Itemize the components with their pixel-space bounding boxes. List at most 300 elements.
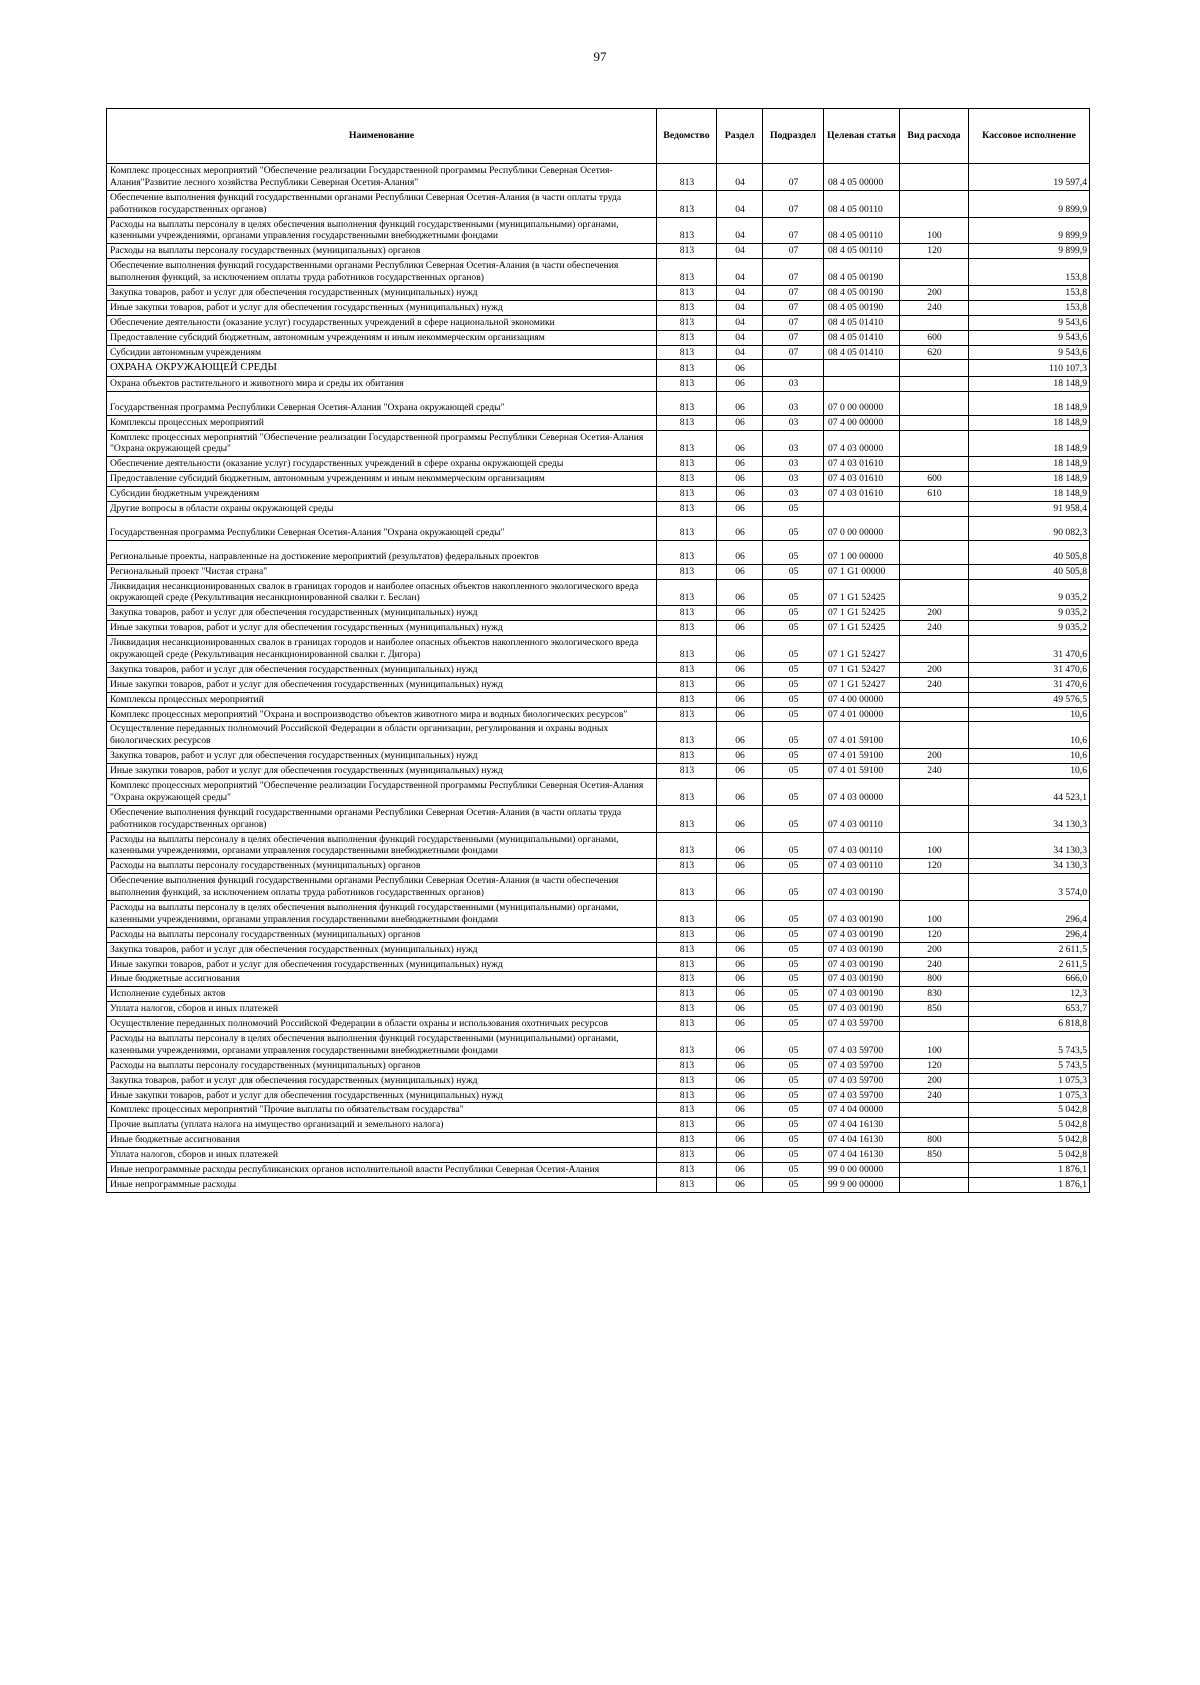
row-name: Иные непрограммные расходы [107,1177,657,1192]
table-header-row [107,109,1090,164]
row-subsection: 05 [763,1133,824,1148]
row-section: 06 [717,874,763,901]
row-section: 06 [717,376,763,391]
row-name: Субсидии бюджетным учреждениям [107,487,657,502]
row-target-article: 07 4 00 00000 [824,415,900,430]
table-row [107,540,1090,564]
row-name: Уплата налогов, сборов и иных платежей [107,1148,657,1163]
row-expense-type [900,259,969,286]
row-target-article: 07 1 G1 52427 [824,662,900,677]
row-name: Ликвидация несанкционированных свалок в границах городов и наиболее опасных объектов накопленного экологического вреда окружающей среде (Рекультивация несанкционированной свалки г. Дигора) [107,636,657,663]
row-target-article: 07 4 03 00190 [824,874,900,901]
row-expense-type [900,692,969,707]
row-name: Комплексы процессных мероприятий [107,415,657,430]
row-expense-type [900,164,969,191]
row-subsection: 05 [763,874,824,901]
row-expense-type: 200 [900,662,969,677]
row-target-article: 07 4 03 59700 [824,1058,900,1073]
row-name: Обеспечение выполнения функций государственными органами Республики Северная Осетия-Алания (в части оплаты труда работников государственных органов) [107,190,657,217]
row-section: 06 [717,779,763,806]
row-department: 813 [657,662,717,677]
row-expense-type: 240 [900,1088,969,1103]
column-header-department: Ведомство [657,109,717,164]
row-department: 813 [657,805,717,832]
row-department: 813 [657,501,717,516]
row-expense-type [900,636,969,663]
row-amount: 1 876,1 [969,1177,1090,1192]
row-name: Государственная программа Республики Северная Осетия-Алания "Охрана окружающей среды" [107,391,657,415]
row-amount: 40 505,8 [969,564,1090,579]
table-row [107,376,1090,391]
table-row [107,662,1090,677]
table-row [107,391,1090,415]
row-amount: 44 523,1 [969,779,1090,806]
table-row [107,330,1090,345]
row-expense-type: 100 [900,901,969,928]
row-department: 813 [657,779,717,806]
row-amount: 9 035,2 [969,606,1090,621]
row-name: Закупка товаров, работ и услуг для обеспечения государственных (муниципальных) нужд [107,662,657,677]
row-section: 06 [717,987,763,1002]
row-subsection: 07 [763,286,824,301]
row-department: 813 [657,430,717,457]
row-expense-type [900,457,969,472]
table-row [107,430,1090,457]
row-subsection: 03 [763,376,824,391]
row-section: 06 [717,1088,763,1103]
row-expense-type: 600 [900,330,969,345]
column-header-name: Наименование [107,109,657,164]
row-department: 813 [657,1032,717,1059]
row-subsection: 05 [763,805,824,832]
row-department: 813 [657,1073,717,1088]
row-target-article: 07 4 03 00110 [824,832,900,859]
row-subsection: 03 [763,415,824,430]
row-section: 06 [717,1103,763,1118]
row-name: Обеспечение выполнения функций государственными органами Республики Северная Осетия-Алания (в части обеспечения выполнения функций, за исключением оплаты труда работников государственных органов) [107,259,657,286]
row-amount: 90 082,3 [969,516,1090,540]
row-target-article: 07 4 03 00190 [824,927,900,942]
row-name: Субсидии автономным учреждениям [107,345,657,360]
table-row [107,901,1090,928]
row-amount: 1 075,3 [969,1073,1090,1088]
row-subsection: 07 [763,259,824,286]
row-amount: 31 470,6 [969,636,1090,663]
row-amount: 2 611,5 [969,957,1090,972]
table-row [107,457,1090,472]
row-name: Иные бюджетные ассигнования [107,972,657,987]
row-expense-type [900,1118,969,1133]
row-section: 06 [717,1148,763,1163]
row-target-article: 08 4 05 00110 [824,244,900,259]
row-department: 813 [657,259,717,286]
row-name: Закупка товаров, работ и услуг для обеспечения государственных (муниципальных) нужд [107,286,657,301]
row-section: 06 [717,579,763,606]
table-row [107,987,1090,1002]
row-subsection: 07 [763,190,824,217]
row-subsection: 07 [763,330,824,345]
table-row [107,579,1090,606]
row-section: 06 [717,415,763,430]
row-amount: 1 876,1 [969,1163,1090,1178]
row-subsection: 05 [763,942,824,957]
row-department: 813 [657,621,717,636]
row-section: 06 [717,1133,763,1148]
row-name: Расходы на выплаты персоналу государственных (муниципальных) органов [107,1058,657,1073]
row-name: Закупка товаров, работ и услуг для обеспечения государственных (муниципальных) нужд [107,1073,657,1088]
row-target-article: 08 4 05 01410 [824,345,900,360]
row-section: 06 [717,1118,763,1133]
row-name: Закупка товаров, работ и услуг для обеспечения государственных (муниципальных) нужд [107,749,657,764]
row-target-article: 08 4 05 00190 [824,300,900,315]
row-target-article: 07 4 01 00000 [824,707,900,722]
row-subsection: 03 [763,457,824,472]
column-header-target-article: Целевая статья [824,109,900,164]
row-target-article: 07 4 04 16130 [824,1148,900,1163]
row-department: 813 [657,1177,717,1192]
row-subsection: 05 [763,677,824,692]
row-amount: 9 899,9 [969,244,1090,259]
row-target-article: 08 4 05 01410 [824,330,900,345]
row-department: 813 [657,677,717,692]
row-department: 813 [657,244,717,259]
row-amount: 6 818,8 [969,1017,1090,1032]
row-section: 06 [717,957,763,972]
row-section: 06 [717,1177,763,1192]
row-section: 06 [717,749,763,764]
row-name: Предоставление субсидий бюджетным, автономным учреждениям и иным некоммерческим организациям [107,472,657,487]
row-section: 04 [717,300,763,315]
row-amount: 18 148,9 [969,487,1090,502]
table-row [107,564,1090,579]
row-expense-type [900,1163,969,1178]
row-subsection: 03 [763,487,824,502]
row-department: 813 [657,859,717,874]
row-name: Комплексы процессных мероприятий [107,692,657,707]
row-subsection: 07 [763,315,824,330]
row-amount: 666,0 [969,972,1090,987]
row-target-article [824,360,900,376]
row-name: Региональные проекты, направленные на достижение мероприятий (результатов) федеральных проектов [107,540,657,564]
table-row [107,972,1090,987]
row-subsection: 05 [763,779,824,806]
row-amount: 2 611,5 [969,942,1090,957]
row-department: 813 [657,972,717,987]
row-subsection: 07 [763,300,824,315]
row-department: 813 [657,832,717,859]
row-section: 06 [717,1032,763,1059]
table-row [107,516,1090,540]
row-subsection: 05 [763,957,824,972]
row-expense-type: 200 [900,749,969,764]
row-target-article: 07 4 03 00110 [824,859,900,874]
row-target-article: 07 4 03 01610 [824,457,900,472]
row-name: Расходы на выплаты персоналу государственных (муниципальных) органов [107,244,657,259]
row-subsection [763,360,824,376]
row-amount: 19 597,4 [969,164,1090,191]
table-row [107,1058,1090,1073]
row-section: 06 [717,692,763,707]
table-row [107,487,1090,502]
table-row [107,749,1090,764]
table-row [107,315,1090,330]
row-subsection: 05 [763,832,824,859]
row-target-article: 07 4 03 59700 [824,1032,900,1059]
row-target-article: 99 0 00 00000 [824,1163,900,1178]
table-row [107,190,1090,217]
row-department: 813 [657,472,717,487]
row-target-article: 07 4 03 00000 [824,779,900,806]
row-amount: 10,6 [969,764,1090,779]
row-subsection: 05 [763,692,824,707]
row-name: Охрана объектов растительного и животного мира и среды их обитания [107,376,657,391]
row-expense-type [900,1017,969,1032]
row-target-article: 99 9 00 00000 [824,1177,900,1192]
row-expense-type [900,516,969,540]
row-target-article: 07 4 03 59700 [824,1073,900,1088]
row-section: 06 [717,540,763,564]
row-name: Иные закупки товаров, работ и услуг для обеспечения государственных (муниципальных) нужд [107,621,657,636]
row-target-article: 07 4 04 16130 [824,1133,900,1148]
row-amount: 34 130,3 [969,805,1090,832]
row-target-article: 07 4 04 00000 [824,1103,900,1118]
row-amount: 5 042,8 [969,1148,1090,1163]
row-subsection: 05 [763,764,824,779]
row-expense-type [900,564,969,579]
row-subsection: 05 [763,1103,824,1118]
row-section: 06 [717,487,763,502]
table-row [107,345,1090,360]
table-row [107,764,1090,779]
row-subsection: 03 [763,472,824,487]
row-section: 04 [717,190,763,217]
row-expense-type: 200 [900,606,969,621]
table-row [107,957,1090,972]
row-amount: 5 743,5 [969,1058,1090,1073]
row-department: 813 [657,564,717,579]
row-name: Осуществление переданных полномочий Российской Федерации в области организации, регулирования и охраны водных биологических ресурсов [107,722,657,749]
row-amount: 5 042,8 [969,1133,1090,1148]
row-name: Закупка товаров, работ и услуг для обеспечения государственных (муниципальных) нужд [107,606,657,621]
row-name: Комплекс процессных мероприятий "Обеспечение реализации Государственной программы Республики Северная Осетия-Алания"Развитие лесного хозяйства Республики Северная Осетия-Алания" [107,164,657,191]
row-subsection: 05 [763,1058,824,1073]
row-name: Иные бюджетные ассигнования [107,1133,657,1148]
row-name: Расходы на выплаты персоналу в целях обеспечения выполнения функций государственными (муниципальными) органами, казенными учреждениями, органами управления государственными внебюджетными фондами [107,832,657,859]
row-expense-type [900,874,969,901]
table-body [107,164,1090,1193]
row-amount: 18 148,9 [969,457,1090,472]
table-row [107,874,1090,901]
row-department: 813 [657,722,717,749]
row-expense-type: 100 [900,832,969,859]
row-name: Иные закупки товаров, работ и услуг для обеспечения государственных (муниципальных) нужд [107,677,657,692]
row-target-article: 07 4 03 00190 [824,957,900,972]
row-target-article: 07 0 00 00000 [824,391,900,415]
table-row [107,217,1090,244]
row-department: 813 [657,415,717,430]
row-target-article: 07 4 01 59100 [824,749,900,764]
row-target-article: 07 1 G1 52425 [824,606,900,621]
table-row [107,621,1090,636]
row-amount: 18 148,9 [969,391,1090,415]
row-expense-type: 100 [900,1032,969,1059]
row-subsection: 05 [763,901,824,928]
row-section: 06 [717,927,763,942]
table-row [107,805,1090,832]
row-amount: 34 130,3 [969,859,1090,874]
row-department: 813 [657,391,717,415]
row-name: Региональный проект "Чистая страна" [107,564,657,579]
row-department: 813 [657,606,717,621]
row-department: 813 [657,315,717,330]
row-subsection: 05 [763,927,824,942]
column-header-subsection: Подраздел [763,109,824,164]
row-section: 06 [717,457,763,472]
row-amount: 18 148,9 [969,376,1090,391]
row-section: 06 [717,859,763,874]
row-expense-type [900,376,969,391]
row-expense-type: 200 [900,942,969,957]
row-subsection: 05 [763,1148,824,1163]
row-department: 813 [657,516,717,540]
row-section: 06 [717,722,763,749]
row-section: 06 [717,1073,763,1088]
row-section: 06 [717,360,763,376]
row-target-article: 08 4 05 00110 [824,190,900,217]
table-row [107,164,1090,191]
row-name: Осуществление переданных полномочий Российской Федерации в области охраны и использования охотничьих ресурсов [107,1017,657,1032]
row-name: Обеспечение выполнения функций государственными органами Республики Северная Осетия-Алания (в части обеспечения выполнения функций, за исключением оплаты труда работников государственных органов) [107,874,657,901]
row-amount: 5 042,8 [969,1118,1090,1133]
row-expense-type: 800 [900,1133,969,1148]
table-row [107,707,1090,722]
row-name: Комплекс процессных мероприятий "Прочие выплаты по обязательствам государства" [107,1103,657,1118]
row-amount: 296,4 [969,901,1090,928]
table-row [107,1017,1090,1032]
row-name: Ликвидация несанкционированных свалок в границах городов и наиболее опасных объектов накопленного экологического вреда окружающей среде (Рекультивация несанкционированной свалки г. Беслан) [107,579,657,606]
row-section: 06 [717,677,763,692]
row-section: 04 [717,286,763,301]
table-row [107,1073,1090,1088]
row-target-article: 07 1 00 00000 [824,540,900,564]
row-subsection: 07 [763,164,824,191]
table-row [107,360,1090,376]
row-name: Комплекс процессных мероприятий "Охрана и воспроизводство объектов животного мира и водных биологических ресурсов" [107,707,657,722]
row-expense-type: 240 [900,621,969,636]
row-section: 06 [717,832,763,859]
row-expense-type [900,540,969,564]
row-subsection: 05 [763,579,824,606]
row-department: 813 [657,376,717,391]
row-amount: 153,8 [969,259,1090,286]
row-subsection: 05 [763,662,824,677]
row-name: Исполнение судебных актов [107,987,657,1002]
row-amount: 153,8 [969,286,1090,301]
row-name: Расходы на выплаты персоналу в целях обеспечения выполнения функций государственными (муниципальными) органами, казенными учреждениями, органами управления государственными внебюджетными фондами [107,217,657,244]
row-name: Другие вопросы в области охраны окружающей среды [107,501,657,516]
row-subsection: 07 [763,244,824,259]
table-row [107,1163,1090,1178]
row-department: 813 [657,901,717,928]
row-expense-type: 850 [900,1002,969,1017]
row-target-article: 07 4 04 16130 [824,1118,900,1133]
row-amount: 10,6 [969,722,1090,749]
table-row [107,722,1090,749]
row-section: 06 [717,636,763,663]
row-section: 06 [717,391,763,415]
row-amount: 9 543,6 [969,345,1090,360]
row-name: Иные непрограммные расходы республиканских органов исполнительной власти Республики Северная Осетия-Алания [107,1163,657,1178]
row-department: 813 [657,1163,717,1178]
row-name: Расходы на выплаты персоналу в целях обеспечения выполнения функций государственными (муниципальными) органами, казенными учреждениями, органами управления государственными внебюджетными фондами [107,1032,657,1059]
row-expense-type: 120 [900,859,969,874]
row-amount: 9 899,9 [969,217,1090,244]
table-row [107,1103,1090,1118]
row-subsection: 05 [763,540,824,564]
row-expense-type [900,190,969,217]
row-expense-type [900,707,969,722]
row-section: 04 [717,330,763,345]
row-department: 813 [657,360,717,376]
row-subsection: 05 [763,621,824,636]
row-target-article: 07 4 03 00110 [824,805,900,832]
row-expense-type: 240 [900,677,969,692]
row-amount: 9 035,2 [969,579,1090,606]
row-expense-type [900,579,969,606]
row-name: Расходы на выплаты персоналу государственных (муниципальных) органов [107,927,657,942]
table-row [107,1118,1090,1133]
row-subsection: 03 [763,391,824,415]
row-subsection: 07 [763,217,824,244]
row-amount: 9 543,6 [969,315,1090,330]
row-department: 813 [657,874,717,901]
row-expense-type: 600 [900,472,969,487]
row-department: 813 [657,217,717,244]
table-row [107,636,1090,663]
row-department: 813 [657,1002,717,1017]
row-expense-type: 240 [900,300,969,315]
row-amount: 49 576,5 [969,692,1090,707]
row-expense-type [900,1177,969,1192]
row-section: 06 [717,764,763,779]
row-amount: 40 505,8 [969,540,1090,564]
row-expense-type [900,779,969,806]
row-expense-type: 850 [900,1148,969,1163]
row-amount: 10,6 [969,749,1090,764]
row-section: 06 [717,707,763,722]
row-section: 06 [717,942,763,957]
row-subsection: 05 [763,1118,824,1133]
row-department: 813 [657,457,717,472]
row-subsection: 05 [763,501,824,516]
row-name: Прочие выплаты (уплата налога на имущество организаций и земельного налога) [107,1118,657,1133]
row-section: 06 [717,472,763,487]
table-row [107,286,1090,301]
row-name: Обеспечение деятельности (оказание услуг) государственных учреждений в сфере охраны окружающей среды [107,457,657,472]
row-name: ОХРАНА ОКРУЖАЮЩЕЙ СРЕДЫ [107,360,657,376]
row-subsection: 05 [763,1163,824,1178]
row-department: 813 [657,540,717,564]
row-expense-type [900,391,969,415]
table-row [107,677,1090,692]
row-name: Уплата налогов, сборов и иных платежей [107,1002,657,1017]
table-row [107,859,1090,874]
row-target-article: 07 1 G1 52425 [824,621,900,636]
table-row [107,300,1090,315]
row-section: 04 [717,217,763,244]
column-header-cash-execution: Кассовое исполнение [969,109,1090,164]
row-amount: 153,8 [969,300,1090,315]
